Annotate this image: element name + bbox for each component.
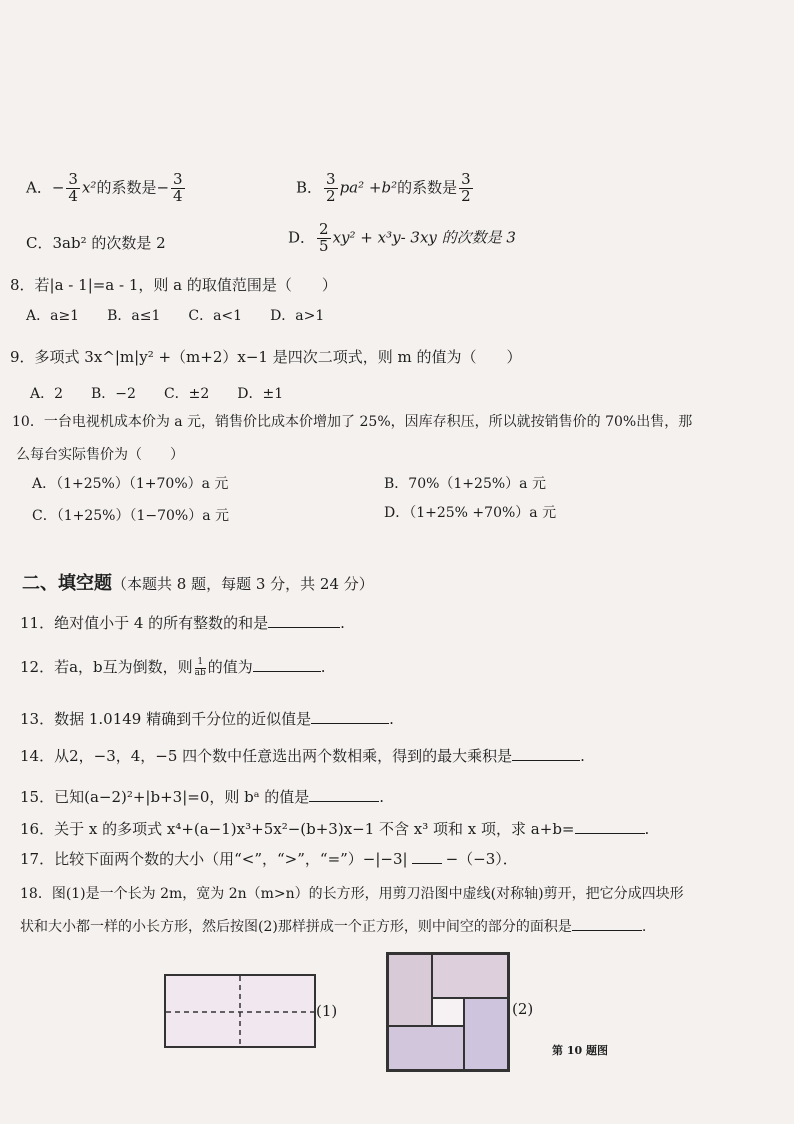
q11: 11．绝对值小于 4 的所有整数的和是 . [20,614,345,632]
q17-answer-blank[interactable] [412,849,442,864]
q15-answer-blank[interactable] [309,787,379,802]
q12: 12．若a，b互为倒数，则 $\frac{1}{ab}$ 的值为 . [20,657,326,678]
q10-stem-line1: 10．一台电视机成本价为 a 元，销售价比成本价增加了 25%，因库存积压，所以就按销售价的 70%出售，那 [12,414,693,430]
q14: 14．从2，−3，4，−5 四个数中任意选出两个数相乘，得到的最大乘积是 . [20,747,585,765]
q17: 17．比较下面两个数的大小（用“<”，“>”，“=”）−|−3| −（−3）． [20,850,518,868]
q7-option-a: A．− $\frac{3}{4}$ x²的系数是− $\frac{3}{4}$ [26,170,183,205]
q10-option-d: D．（1+25% +70%）a 元 [384,505,557,521]
q7-option-b: B． $\frac{3}{2}$ pa² +b²的系数是 $\frac{3}{2}$ [296,170,471,205]
figure-caption: 第 10 题图 [552,1044,608,1057]
figure-2-square [386,952,510,1072]
q18-line1: 18．图(1)是一个长为 2m，宽为 2n（m>n）的长方形，用剪刀沿图中虚线(对称轴)剪开，把它分成四块形 [20,886,684,902]
figure-1-label: (1) [316,1002,338,1020]
q15: 15．已知(a−2)²+|b+3|=0，则 bᵃ 的值是 . [20,788,385,806]
figure-2-label: (2) [512,1000,534,1018]
figure-2-pieces [388,954,508,1070]
q16-answer-blank[interactable] [575,819,645,834]
q13: 13．数据 1.0149 精确到千分位的近似值是 . [20,710,394,728]
q10-option-a: A．（1+25%）（1+70%）a 元 [32,476,229,492]
q8-stem: 8．若|a - 1|=a - 1，则 a 的取值范围是（ ） [10,276,337,294]
figure-1-rectangle [164,974,316,1048]
q8-options: A．a≥1 B．a≤1 C．a<1 D．a>1 [26,308,325,324]
q16: 16．关于 x 的多项式 x⁴+(a−1)x³+5x²−(b+3)x−1 不含 x³ 项和 x 项，求 a+b= . [20,820,650,838]
q10-option-c: C．（1+25%）（1−70%）a 元 [32,508,230,524]
q13-answer-blank[interactable] [311,709,389,724]
q18-answer-blank[interactable] [572,916,642,931]
q10-option-b: B．70%（1+25%）a 元 [384,476,546,492]
q18-line2: 状和大小都一样的小长方形，然后按图(2)那样拼成一个正方形，则中间空的部分的面积是 . [20,916,646,936]
figure-1-dashed-axes [166,976,314,1046]
q7-option-c: C．3ab² 的次数是 2 [26,234,166,252]
q9-options: A．2 B．−2 C．±2 D．±1 [30,386,284,402]
q7-option-d: D． $\frac{2}{5}$ xy² + x³y- 3xy 的次数是 3 [288,220,516,255]
q14-answer-blank[interactable] [512,746,580,761]
section-heading: 二、填空题（本题共 8 题，每题 3 分，共 24 分） [22,573,374,594]
q11-answer-blank[interactable] [268,613,340,628]
q12-answer-blank[interactable] [253,657,321,672]
q10-stem-line2: 么每台实际售价为（ ） [16,447,184,463]
q9-stem: 9．多项式 3x^|m|y² +（m+2）x−1 是四次二项式，则 m 的值为（ ） [10,348,522,366]
